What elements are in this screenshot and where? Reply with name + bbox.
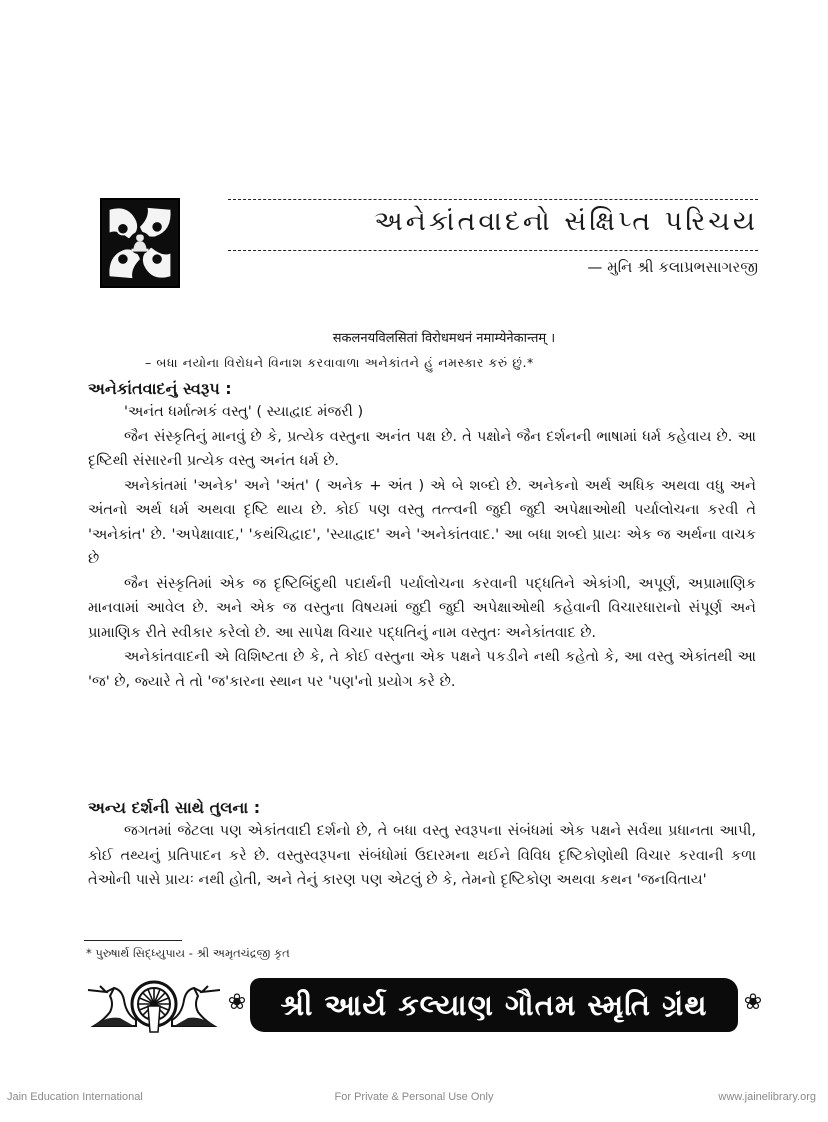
- section-anekantavad-svarup: [88, 378, 756, 694]
- title-rule-bottom: [228, 250, 758, 251]
- section-quote: 'અનંત ધર્માત્મકં વસ્તુ' ( સ્યાદ્વાદ મંજરી ): [124, 404, 364, 420]
- article-title: અનેકાંતવાદનો સંક્ષિપ્ત પરિચય: [374, 206, 758, 237]
- paragraph: અનેકાંતવાદની એ વિશિષ્ટતા છે કે, તે કોઈ વસ્તુના એક પક્ષને પકડીને નથી કહેતો કે, આ વસ્તુ એકાંતથી આ 'જ' છે, જ્યારે તે તો 'જ'કારના સ્થાન પર 'પણ'નો પ્રયોગ કરે છે.: [88, 649, 756, 690]
- footer-usage-note: For Private & Personal Use Only: [334, 1091, 494, 1103]
- flourish-icon: ❀: [743, 990, 763, 1015]
- paragraph: જૈન સંસ્કૃતિનું માનવું છે કે, પ્રત્યેક વસ્તુના અનંત પક્ષ છે. તે પક્ષોને જૈન દર્શનની ભાષામાં ધર્મ કહેવાય છે. આ દૃષ્ટિથી સંસારની પ્રત્યેક વસ્તુ અનંત ધર્મ છે.: [88, 428, 756, 469]
- banner-plate: [250, 978, 738, 1032]
- title-rule-top: [228, 199, 758, 200]
- book-title-banner: [84, 970, 764, 1038]
- footnote: * પુરુષાર્થ સિદ્ધ્યુપાય - શ્રી અમૃતચંદ્રજી કૃત: [86, 946, 290, 960]
- section-heading: અનેકાંતવાદનું સ્વરૂપ :: [88, 379, 232, 398]
- dharma-chakra-with-deer-icon: [84, 976, 224, 1034]
- paragraph: અનેકાંતમાં 'અનેક' અને 'અંત' ( અનેક + અંત ) એ બે શબ્દો છે. અનેકનો અર્થ અધિક અથવા વધુ અને અંતનો અર્થ ધર્મ અથવા દૃષ્ટિ થાય છે. કોઈ પણ વસ્તુ તત્ત્વની જુદી જુદી અપેક્ષાઓથી પર્યાલોચના કરવી તે 'અનેકાંત' છે. 'અપેક્ષાવાદ,' 'કથંચિદ્વાદ', 'સ્યાદ્વાદ' અને 'અનેકાંતવાદ.' આ બધા શબ્દો પ્રાયઃ એક જ અર્થના વાચક છે: [88, 477, 756, 567]
- section-comparison: [88, 797, 756, 893]
- section-heading: અન્ય દર્શની સાથે તુલના :: [88, 798, 261, 817]
- author-byline: — મુનિ શ્રી કલાપ્રભસાગરજી: [587, 258, 758, 276]
- footer-publisher: Jain Education International: [7, 1091, 143, 1103]
- swastika-emblem-icon: [100, 198, 180, 288]
- book-title: શ્રી આર્ય કલ્યાણ ગૌતમ સ્મૃતિ ગ્રંથ: [280, 987, 708, 1022]
- paragraph: જૈન સંસ્કૃતિમાં એક જ દૃષ્ટિબિંદુથી પદાર્થની પર્યાલોચના કરવાની પદ્ધતિને એકાંગી, અપૂર્ણ, અપ્રામાણિક માનવામાં આવેલ છે. અને એક જ વસ્તુના વિષયમાં જુદી જુદી અપેક્ષાઓથી કહેવાની વિચારધારાનો સંપૂર્ણ અને પ્રામાણિક રીતે સ્વીકાર કરેલો છે. આ સાપેક્ષ વિચાર પદ્ધતિનું નામ વસ્તુતઃ અનેકાંતવાદ છે.: [88, 575, 756, 641]
- flourish-icon: ❀: [227, 990, 247, 1015]
- page-footer: [0, 1091, 828, 1107]
- paragraph: જગતમાં જેટલા પણ એકાંતવાદી દર્શનો છે, તે બધા વસ્તુ સ્વરૂપના સંબંધમાં એક પક્ષને સર્વથા પ્રધાનતા આપી, કોઈ તથ્યનું પ્રતિપાદન કરે છે. વસ્તુસ્વરૂપના સંબંધોમાં ઉદારમના થઈને વિવિધ દૃષ્ટિકોણોથી વિચાર કરવાની કળા તેઓની પાસે પ્રાયઃ નથી હોતી, અને તેનું કારણ પણ એટલું છે કે, તેમનો દૃષ્ટિકોણ અથવા કથન 'જનવિતાય': [88, 823, 756, 888]
- epigraph-sanskrit: सकलनयविलसितां विरोधमथनं नमाम्येनेकान्तम् ।: [332, 331, 556, 346]
- footer-website-link[interactable]: www.jainelibrary.org: [718, 1091, 816, 1103]
- footnote-divider: [84, 940, 182, 941]
- epigraph-translation: – બધા નયોના વિરોધને વિનાશ કરવાવાળા અનેકાંતને હું નમસ્કાર કરું છું.*: [145, 355, 534, 370]
